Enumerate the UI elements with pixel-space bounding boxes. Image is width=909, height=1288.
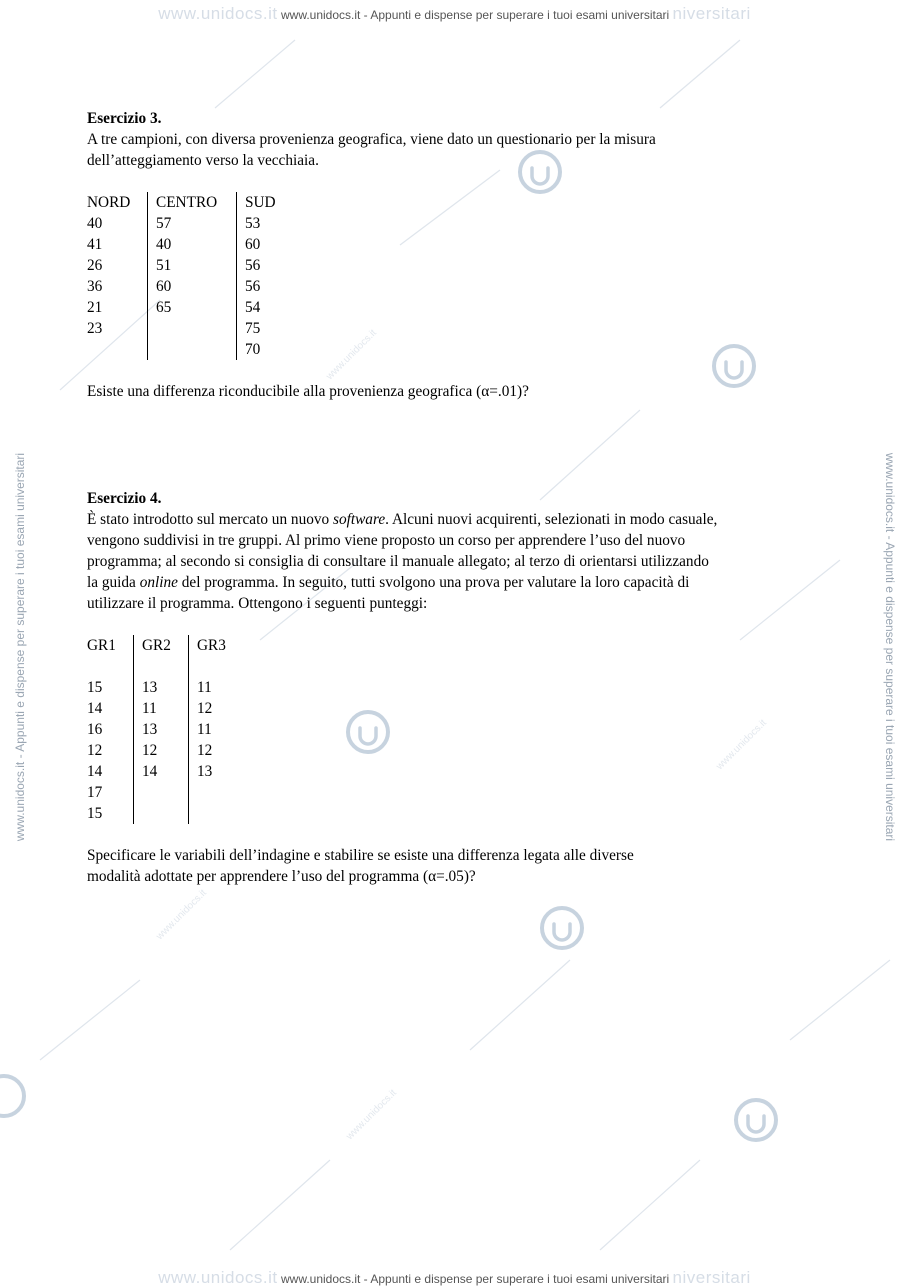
watermark-footer — [0, 1268, 909, 1288]
exercise-4-question-line-1: Specificare le variabili dell’indagine e stabilire se esiste una differenza legata alle diverse — [87, 847, 634, 864]
watermark-side-left: www.unidocs.it - Appunti e dispense per superare i tuoi esami universitari — [13, 452, 27, 842]
watermark-side-right: www.unidocs.it - Appunti e dispense per superare i tuoi esami universitari — [883, 452, 897, 842]
table-cell: 11 — [197, 721, 212, 738]
table-cell: 14 — [87, 763, 103, 780]
table-cell: 56 — [245, 278, 261, 295]
svg-text:www.unidocs.it: www.unidocs.it — [344, 1087, 399, 1143]
table-cell: 51 — [156, 257, 172, 274]
watermark-footer-text: www.unidocs.it - Appunti e dispense per superare i tuoi esami universitari — [280, 1272, 670, 1286]
exercise-3-data-table — [87, 192, 847, 360]
exercise-4-data-table — [87, 635, 847, 824]
table-cell: 65 — [156, 299, 172, 316]
column-header: SUD — [245, 194, 276, 211]
table-cell: 60 — [245, 236, 261, 253]
table-cell: 16 — [87, 721, 103, 738]
table-cell: 54 — [245, 299, 261, 316]
column-header: GR3 — [197, 637, 226, 654]
table-cell: 12 — [142, 742, 158, 759]
table-cell: 12 — [197, 742, 213, 759]
watermark-ghost-left: www.unidocs.it — [158, 4, 278, 23]
exercise-4-title: Esercizio 4. — [87, 490, 162, 507]
table-cell: 17 — [87, 784, 103, 801]
exercise-3-intro-line-2: dell’atteggiamento verso la vecchiaia. — [87, 152, 319, 169]
column-header: CENTRO — [156, 194, 218, 211]
table-column-sud — [236, 192, 313, 360]
exercise-4 — [87, 488, 847, 887]
exercise-4-line-3: programma; al secondo si consiglia di consultare il manuale allegato; al terzo di orientarsi utilizzando — [87, 553, 709, 570]
table-cell: 12 — [87, 742, 103, 759]
table-column-nord — [87, 192, 147, 360]
table-cell: 13 — [142, 679, 158, 696]
table-cell: 41 — [87, 236, 103, 253]
column-header: GR2 — [142, 637, 171, 654]
watermark-footer-ghost-left: www.unidocs.it — [158, 1268, 278, 1287]
exercise-3 — [87, 108, 847, 402]
column-header: NORD — [87, 194, 131, 211]
column-header: GR1 — [87, 637, 116, 654]
table-cell: 13 — [197, 763, 213, 780]
table-cell: 15 — [87, 679, 103, 696]
table-cell: 53 — [245, 215, 261, 232]
table-column-centro — [147, 192, 236, 360]
table-cell: 15 — [87, 805, 103, 822]
table-cell: 11 — [197, 679, 212, 696]
table-cell: 70 — [245, 341, 261, 358]
emphasis-software: software — [333, 511, 386, 528]
exercise-3-title: Esercizio 3. — [87, 110, 162, 127]
exercise-3-intro-line-1: A tre campioni, con diversa provenienza geografica, viene dato un questionario per la misura — [87, 131, 656, 148]
table-column-gr2 — [133, 635, 188, 824]
table-cell: 13 — [142, 721, 158, 738]
table-cell: 60 — [156, 278, 172, 295]
emphasis-online: online — [139, 574, 178, 591]
watermark-header-text: www.unidocs.it - Appunti e dispense per superare i tuoi esami universitari — [280, 8, 670, 22]
svg-text:www.unidocs.it: www.unidocs.it — [714, 717, 769, 773]
table-cell: 23 — [87, 320, 103, 337]
table-cell: 14 — [142, 763, 158, 780]
exercise-4-line-1: È stato introdotto sul mercato un nuovo software. Alcuni nuovi acquirenti, selezionati in modo casuale, — [87, 511, 718, 528]
table-cell: 56 — [245, 257, 261, 274]
svg-text:www.unidocs.it: www.unidocs.it — [324, 327, 379, 383]
table-cell: 57 — [156, 215, 172, 232]
exercise-3-question: Esiste una differenza riconducibile alla provenienza geografica (α=.01)? — [87, 383, 529, 400]
svg-text:www.unidocs.it: www.unidocs.it — [154, 887, 209, 943]
table-column-gr3 — [188, 635, 245, 824]
exercise-4-line-2: vengono suddivisi in tre gruppi. Al primo viene proposto un corso per apprendere l’uso del nuovo — [87, 532, 686, 549]
watermark-footer-ghost-right: niversitari — [672, 1268, 751, 1287]
exercise-4-line-4: la guida online del programma. In seguito, tutti svolgono una prova per valutare la loro capacità di — [87, 574, 690, 591]
table-cell: 12 — [197, 700, 213, 717]
table-cell: 36 — [87, 278, 103, 295]
table-cell: 75 — [245, 320, 261, 337]
watermark-header — [0, 4, 909, 24]
table-cell: 40 — [156, 236, 172, 253]
table-cell: 26 — [87, 257, 103, 274]
exercise-4-question-line-2: modalità adottate per apprendere l’uso del programma (α=.05)? — [87, 868, 476, 885]
exercise-4-line-5: utilizzare il programma. Ottengono i seguenti punteggi: — [87, 595, 428, 612]
table-cell: 14 — [87, 700, 103, 717]
table-column-gr1 — [87, 635, 133, 824]
table-cell: 11 — [142, 700, 157, 717]
table-cell: 40 — [87, 215, 103, 232]
watermark-ghost-right: niversitari — [672, 4, 751, 23]
table-cell: 21 — [87, 299, 103, 316]
